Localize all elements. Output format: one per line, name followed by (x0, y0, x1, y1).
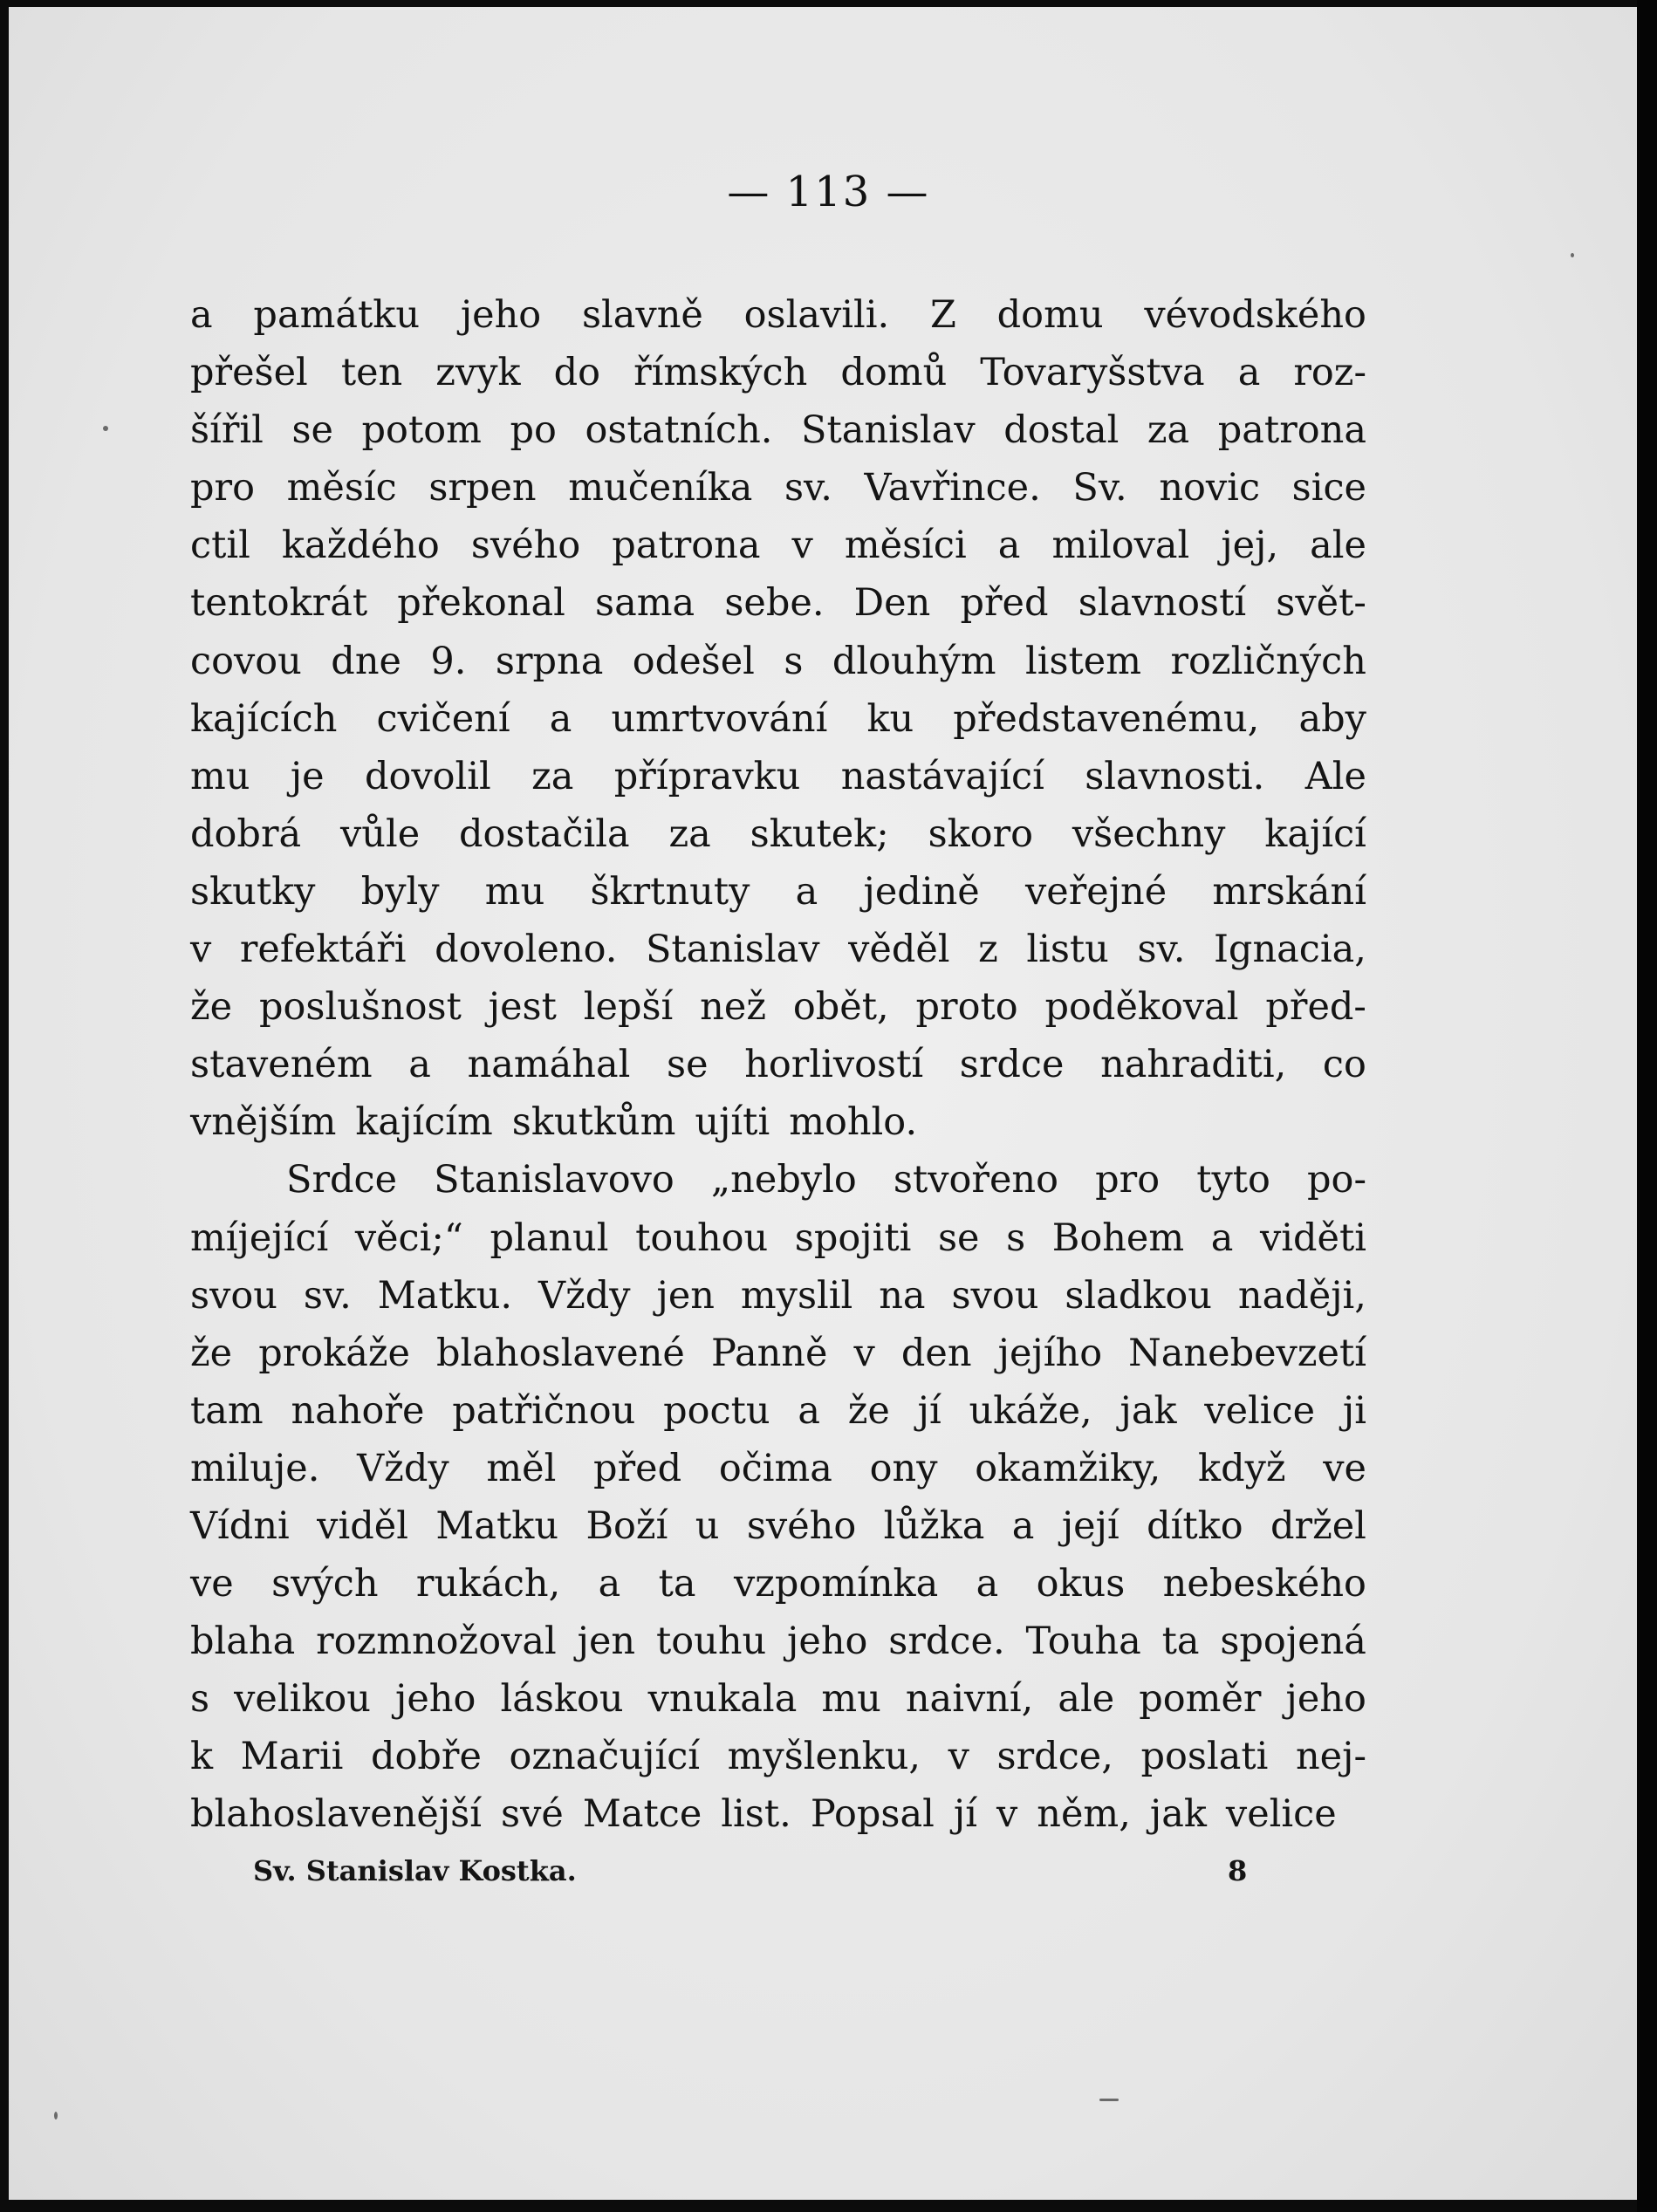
word: nahoře (291, 1388, 425, 1433)
scan-speck (1099, 2099, 1119, 2101)
scan-speck (1571, 253, 1574, 257)
word: představenému, (953, 696, 1260, 741)
text-line (190, 1267, 1366, 1325)
word: s (190, 1677, 210, 1722)
word: vzpomínka (733, 1562, 939, 1606)
word: ale (1310, 524, 1366, 568)
word: miluje. (190, 1446, 320, 1490)
word: srpen (428, 466, 537, 510)
word: a (1210, 1216, 1234, 1260)
word: v (853, 1331, 875, 1375)
word: a (1237, 351, 1261, 395)
word: dovolil (364, 754, 491, 798)
word: a (190, 293, 213, 337)
word: Matce (582, 1792, 702, 1837)
word: spojená (1220, 1620, 1366, 1664)
word: Bohem (1051, 1216, 1185, 1260)
word: touhou (635, 1216, 769, 1260)
word: roz- (1293, 351, 1366, 395)
word: ta (658, 1562, 696, 1606)
word: rozličných (1170, 639, 1366, 683)
word: za (531, 754, 574, 798)
text-line (190, 1440, 1366, 1497)
word: staveném (190, 1043, 373, 1087)
word: patrona (1217, 408, 1366, 453)
word: Ignacia, (1213, 928, 1366, 972)
text-line (190, 574, 1366, 632)
text-line (190, 401, 1366, 459)
word: za (1147, 408, 1190, 453)
word: ve (190, 1562, 234, 1606)
word: slavností (1078, 581, 1247, 626)
word: horlivostí (744, 1043, 924, 1087)
body-text (190, 286, 1366, 1844)
word: jak (1149, 1792, 1207, 1837)
word: oslavili. (743, 293, 890, 337)
word: mu (821, 1677, 881, 1722)
word: šířil (190, 408, 264, 453)
text-line (190, 1036, 1366, 1093)
word: umrtvování (611, 696, 828, 741)
word: okamžiky, (975, 1446, 1161, 1490)
word: po (510, 408, 557, 453)
word: touhu (655, 1620, 767, 1664)
word: slavně (581, 293, 703, 337)
word: mrskání (1212, 869, 1366, 914)
word: ku (866, 696, 914, 741)
word: Touha (1025, 1620, 1141, 1664)
word: skutky (190, 869, 316, 914)
text-line (190, 921, 1366, 978)
word: s (1006, 1216, 1026, 1260)
word: sice (1291, 466, 1366, 510)
text-line (190, 1670, 1366, 1728)
word: naivní, (905, 1677, 1034, 1722)
text-line (190, 633, 1366, 690)
word: 9. (430, 639, 467, 683)
word: proto (915, 985, 1018, 1030)
word: aby (1298, 696, 1366, 741)
word: naději, (1237, 1273, 1366, 1318)
word: tentokrát (190, 581, 368, 626)
word: jedině (863, 869, 980, 914)
word: vnějším (190, 1100, 337, 1145)
word: na (879, 1273, 926, 1318)
text-line (190, 1613, 1366, 1670)
word: sebe. (724, 581, 825, 626)
word: Srdce (286, 1158, 398, 1202)
word: svých (271, 1562, 379, 1606)
word: spojiti (794, 1216, 912, 1260)
word: z (978, 928, 998, 972)
word: namáhal (467, 1043, 631, 1087)
word: viděl (317, 1503, 408, 1548)
word: svého (470, 524, 581, 568)
word: jen (656, 1273, 715, 1318)
word: ony (869, 1446, 938, 1490)
word: zvyk (435, 351, 521, 395)
word: a (795, 869, 818, 914)
word: svět- (1276, 581, 1366, 626)
word: Vždy (538, 1273, 631, 1318)
text-line (190, 805, 1366, 863)
scan-speck (103, 426, 108, 431)
word: slavnosti. (1085, 754, 1265, 798)
word: památku (253, 293, 421, 337)
word: dobře (370, 1735, 482, 1779)
word: srdce, (996, 1735, 1113, 1779)
word: jeho (787, 1620, 868, 1664)
word: Den (853, 581, 931, 626)
word: ctil (190, 524, 250, 568)
word: v (948, 1735, 969, 1779)
word: vnukala (647, 1677, 798, 1722)
word: byly (360, 869, 440, 914)
word: její (1061, 1503, 1120, 1548)
word: svou (190, 1273, 277, 1318)
text-line (190, 1325, 1366, 1382)
word: velice (1204, 1388, 1316, 1433)
word: tyto (1196, 1158, 1270, 1202)
word: přípravku (613, 754, 801, 798)
word: Popsal (810, 1792, 935, 1837)
word: když (1198, 1446, 1286, 1490)
word: kajících (190, 696, 338, 741)
text-line (190, 459, 1366, 517)
word: něm, (1037, 1792, 1131, 1837)
word: nej- (1295, 1735, 1366, 1779)
word: přešel (190, 351, 308, 395)
word: kajícím (355, 1100, 493, 1145)
word: listu (1026, 928, 1109, 972)
word: poměr (1139, 1677, 1262, 1722)
word: planul (490, 1216, 609, 1260)
word: patrona (612, 524, 761, 568)
word: Tovaryšstva (980, 351, 1205, 395)
word: po- (1307, 1158, 1366, 1202)
word: Boží (585, 1503, 668, 1548)
word: „nebylo (710, 1158, 857, 1202)
word: každého (281, 524, 440, 568)
word: s (784, 639, 804, 683)
word: nastávající (840, 754, 1044, 798)
word: vévodského (1144, 293, 1366, 337)
word: skoro (928, 812, 1034, 856)
word: svou (951, 1273, 1039, 1318)
word: že (190, 1331, 233, 1375)
word: Matku. (377, 1273, 513, 1318)
word: okus (1036, 1562, 1126, 1606)
word: a (997, 524, 1021, 568)
word: Panně (710, 1331, 828, 1375)
word: tam (190, 1388, 264, 1433)
word: věděl (848, 928, 950, 972)
word: viděti (1259, 1216, 1366, 1260)
word: nahraditi, (1100, 1043, 1287, 1087)
word: srdce (959, 1043, 1065, 1087)
word: ten (340, 351, 403, 395)
word: pro (190, 466, 255, 510)
word: dítko (1147, 1503, 1243, 1548)
word: jeho (395, 1677, 476, 1722)
word: svého (746, 1503, 857, 1548)
word: co (1322, 1043, 1366, 1087)
word: ostatních. (585, 408, 773, 453)
word: rukách, (415, 1562, 561, 1606)
word: pro (1095, 1158, 1161, 1202)
word: že (847, 1388, 890, 1433)
word: jeho (460, 293, 542, 337)
word: nebeského (1162, 1562, 1366, 1606)
word: Matku (435, 1503, 559, 1548)
word: blahoslavené (436, 1331, 685, 1375)
word: poslati (1140, 1735, 1269, 1779)
word: jejího (997, 1331, 1103, 1375)
text-line (190, 1093, 1366, 1151)
text-line (190, 1555, 1366, 1613)
text-line (190, 748, 1366, 805)
word: poctu (663, 1388, 770, 1433)
word: Ale (1304, 754, 1366, 798)
text-line (190, 1382, 1366, 1440)
word: mučeníka (568, 466, 753, 510)
word: stvořeno (893, 1158, 1059, 1202)
word: ta (1161, 1620, 1200, 1664)
word: listem (1024, 639, 1142, 683)
word: velice (1225, 1792, 1337, 1837)
word: je (290, 754, 325, 798)
word: sv. (303, 1273, 352, 1318)
text-line (190, 1728, 1366, 1785)
word: se (937, 1216, 980, 1260)
word: refektáři (239, 928, 407, 972)
text-line (190, 286, 1366, 344)
word: domů (840, 351, 948, 395)
word: dostal (1003, 408, 1120, 453)
word: Vídni (190, 1503, 290, 1548)
word: skutkům (511, 1100, 676, 1145)
word: dne (331, 639, 401, 683)
text-line (190, 1497, 1366, 1555)
word: mohlo. (789, 1100, 918, 1145)
word: jest (488, 985, 557, 1030)
text-line (190, 344, 1366, 401)
word: Z (929, 293, 956, 337)
word: Stanislavovo (434, 1158, 674, 1202)
word: držel (1270, 1503, 1366, 1548)
text-line (190, 690, 1366, 748)
word: mu (190, 754, 250, 798)
word: lepší (583, 985, 674, 1030)
word: sladkou (1065, 1273, 1212, 1318)
word: v (190, 928, 212, 972)
word: Sv. (1072, 466, 1127, 510)
word: cvičení (376, 696, 510, 741)
word: u (695, 1503, 720, 1548)
footer-signature-mark: 8 (1228, 1854, 1248, 1887)
word: jeho (1285, 1677, 1366, 1722)
word: rozmnožoval (316, 1620, 557, 1664)
word: dobrá (190, 812, 302, 856)
word: k (190, 1735, 214, 1779)
word: před- (1265, 985, 1366, 1030)
word: kající (1264, 812, 1366, 856)
word: Nanebevzetí (1128, 1331, 1366, 1375)
word: své (501, 1792, 564, 1837)
word: do (553, 351, 601, 395)
word: a (408, 1043, 431, 1087)
word: a (798, 1388, 820, 1433)
word: sv. (1137, 928, 1186, 972)
word: poděkoval (1044, 985, 1239, 1030)
word: než (700, 985, 766, 1030)
word: jej, (1221, 524, 1279, 568)
word: míjející (190, 1216, 329, 1260)
word: Vždy (357, 1446, 449, 1490)
word: Stanislav (801, 408, 976, 453)
word: dlouhým (832, 639, 996, 683)
word: a (976, 1562, 999, 1606)
word: list. (721, 1792, 791, 1837)
word: se (291, 408, 333, 453)
word: před (593, 1446, 682, 1490)
word: vůle (339, 812, 421, 856)
word: potom (361, 408, 482, 453)
word: miloval (1051, 524, 1190, 568)
word: dovoleno. (435, 928, 618, 972)
text-line (190, 1209, 1366, 1267)
word: a (549, 696, 572, 741)
word: patřičnou (452, 1388, 636, 1433)
word: jak (1120, 1388, 1177, 1433)
word: jí (953, 1792, 977, 1837)
word: za (668, 812, 711, 856)
word: covou (190, 639, 302, 683)
word: ale (1058, 1677, 1115, 1722)
word: a (1011, 1503, 1035, 1548)
word: ji (1342, 1388, 1366, 1433)
word: lůžka (883, 1503, 985, 1548)
word: překonal (397, 581, 565, 626)
word: srdce. (888, 1620, 1005, 1664)
page-number: — 113 — (727, 168, 930, 216)
word: myšlenku, (727, 1735, 921, 1779)
word: před (960, 581, 1049, 626)
word: ve (1323, 1446, 1366, 1490)
word: Vavřince. (864, 466, 1041, 510)
word: jí (917, 1388, 941, 1433)
word: v (791, 524, 813, 568)
word: sama (595, 581, 695, 626)
word: blaha (190, 1620, 296, 1664)
word: a (598, 1562, 621, 1606)
page-footer (0, 1854, 1657, 1898)
footer-book-title: Sv. Stanislav Kostka. (253, 1854, 577, 1887)
text-line (190, 1785, 1366, 1843)
word: označující (509, 1735, 701, 1779)
word: v (996, 1792, 1018, 1837)
word: věci;“ (354, 1216, 463, 1260)
word: srpna (495, 639, 604, 683)
word: jen (577, 1620, 636, 1664)
word: škrtnuty (590, 869, 750, 914)
word: novic (1159, 466, 1261, 510)
word: prokáže (258, 1331, 410, 1375)
word: domu (996, 293, 1104, 337)
word: měsíc (286, 466, 397, 510)
text-line (190, 1151, 1366, 1209)
word: odešel (632, 639, 755, 683)
scan-speck (54, 2112, 58, 2120)
word: měl (486, 1446, 557, 1490)
word: obět, (792, 985, 889, 1030)
word: ukáže, (969, 1388, 1092, 1433)
word: sv. (784, 466, 832, 510)
word: láskou (500, 1677, 624, 1722)
word: veřejné (1024, 869, 1167, 914)
word: Marii (240, 1735, 344, 1779)
word: velikou (234, 1677, 371, 1722)
word: skutek; (750, 812, 889, 856)
text-line (190, 863, 1366, 921)
word: blahoslavenější (190, 1792, 482, 1837)
word: ujíti (695, 1100, 770, 1145)
text-line (190, 978, 1366, 1036)
word: měsíci (844, 524, 967, 568)
text-line (190, 517, 1366, 574)
word: všechny (1072, 812, 1226, 856)
word: že (190, 985, 233, 1030)
word: se (667, 1043, 709, 1087)
word: myslil (740, 1273, 853, 1318)
word: den (900, 1331, 972, 1375)
word: mu (484, 869, 545, 914)
word: římských (633, 351, 808, 395)
word: očima (718, 1446, 832, 1490)
word: poslušnost (258, 985, 462, 1030)
word: Stanislav (645, 928, 820, 972)
word: dostačila (459, 812, 630, 856)
